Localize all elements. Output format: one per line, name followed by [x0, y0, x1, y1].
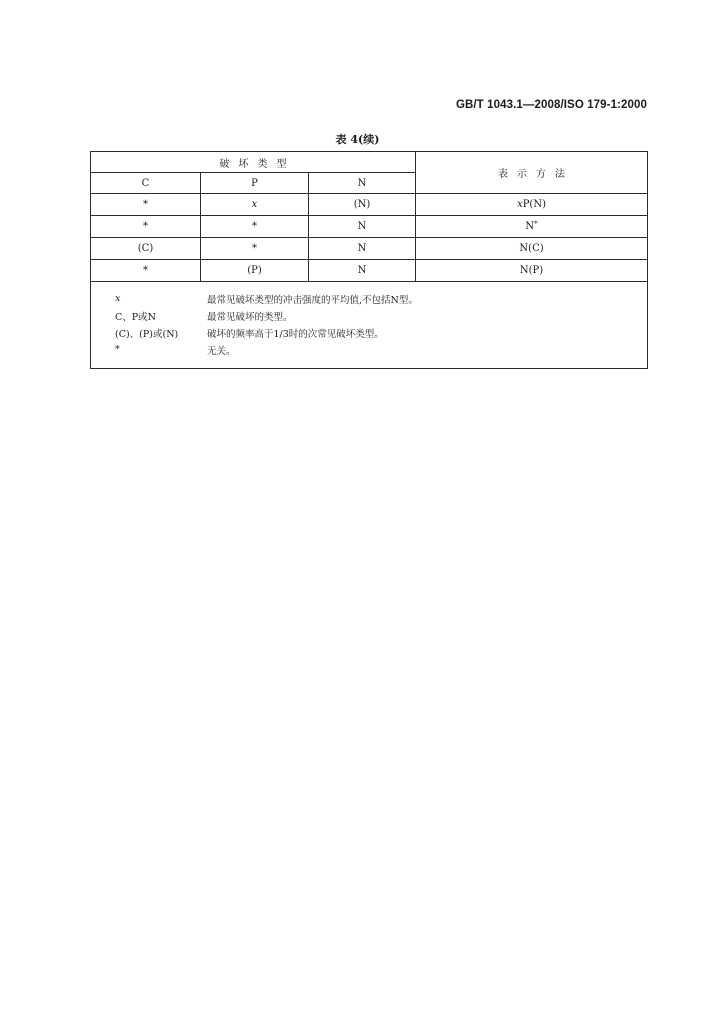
table-row: [91, 260, 648, 282]
note-item: [91, 307, 647, 324]
notes-cell: [91, 282, 648, 369]
note-text: 最常见破坏的类型。: [207, 311, 293, 323]
note-key: x: [115, 293, 121, 304]
column-header-c: C: [91, 173, 201, 194]
header-notation-method: 表示方法: [416, 152, 648, 194]
cell-p: *: [201, 216, 309, 238]
note-item: [91, 290, 647, 307]
cell-n: (N): [309, 194, 416, 216]
note-text: 破坏的频率高于1/3时的次常见破坏类型。: [207, 328, 384, 340]
note-text: 最常见破坏类型的冲击强度的平均值,不包括N型。: [207, 294, 418, 306]
cell-method: N(P): [416, 260, 648, 282]
standard-reference: GB/T 1043.1—2008/ISO 179-1:2000: [455, 99, 647, 111]
cell-c: *: [91, 194, 201, 216]
cell-c: *: [91, 260, 201, 282]
table-caption: 表 4(续): [335, 133, 380, 146]
failure-type-table: [90, 151, 648, 369]
cell-method: xP(N): [416, 194, 648, 216]
cell-p: (P): [201, 260, 309, 282]
table-row: [91, 238, 648, 260]
notes-row: [91, 282, 648, 369]
note-item: [91, 324, 647, 341]
table-row: [91, 216, 648, 238]
cell-method: N*: [416, 216, 648, 238]
cell-n: N: [309, 238, 416, 260]
cell-n: N: [309, 260, 416, 282]
cell-p: *: [201, 238, 309, 260]
note-key: C、P或N: [115, 311, 156, 323]
column-header-n: N: [309, 173, 416, 194]
cell-p: x: [201, 194, 309, 216]
cell-n: N: [309, 216, 416, 238]
note-key: (C)、(P)或(N): [115, 328, 179, 340]
note-text: 无关。: [207, 345, 236, 357]
cell-method: N(C): [416, 238, 648, 260]
note-key: *: [115, 344, 120, 355]
note-item: [91, 341, 647, 358]
header-failure-type: 破坏类型: [91, 152, 416, 173]
table-row: [91, 194, 648, 216]
column-header-p: P: [201, 173, 309, 194]
cell-c: *: [91, 216, 201, 238]
cell-c: (C): [91, 238, 201, 260]
header-row-1: [91, 152, 648, 173]
